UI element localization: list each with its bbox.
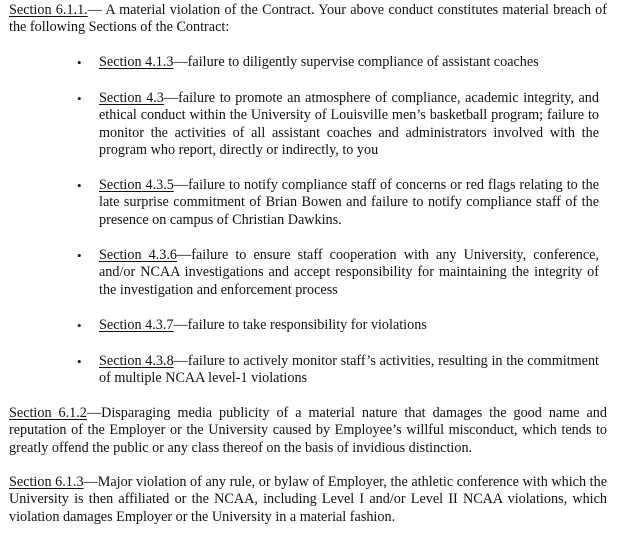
section-4-3-5-ref: Section 4.3.5 bbox=[99, 177, 174, 193]
list-item-description: —failure to actively monitor staff’s activities, resulting in the commitment of multiple NCAA level-1 violations bbox=[99, 353, 600, 387]
list-item-description: —failure to notify compliance staff of concerns or red flags relating to the late surprise commitment of Brian Bowen and failure to notify compliance staff of the presence on campus of Christian Dawkins. bbox=[99, 177, 599, 228]
section-6-1-3-paragraph bbox=[9, 474, 607, 526]
section-6-1-1-text: — A material violation of the Contract. Your above conduct constitutes material breach of the following Sections of the Contract: bbox=[9, 2, 607, 36]
section-6-1-3-ref: Section 6.1.3 bbox=[9, 474, 84, 490]
section-4-3-6-ref: Section 4.3.6 bbox=[99, 247, 178, 263]
section-6-1-2-text: —Disparaging media publicity of a material nature that damages the good name and reputation of the Employer or the University caused by Employee’s willful misconduct, which tends to greatly offend the public or any class thereof on the basis of invidious distinction. bbox=[9, 405, 607, 456]
bullet-icon: • bbox=[77, 354, 82, 369]
list-item-description: —failure to ensure staff cooperation with any University, conference, and/or NCAA investigations and accept responsibility for maintaining the integrity of the investigation and enforcement process bbox=[99, 247, 599, 298]
section-4-3-7-ref: Section 4.3.7 bbox=[99, 317, 174, 333]
section-6-1-1-ref: Section 6.1.1. bbox=[9, 2, 88, 18]
section-6-1-3-text: —Major violation of any rule, or bylaw of Employer, the athletic conference with which the University is then affiliated or the NCAA, including Level I and/or Level II NCAA violations, which violation damages Employer or the University in a material fashion. bbox=[9, 474, 608, 525]
list-item-description: —failure to promote an atmosphere of compliance, academic integrity, and ethical conduct within the University of Louisville men’s basketball program; failure to monitor the activities of all assistant coaches and administrators involved with the program who report, directly or indirectly, to you bbox=[99, 90, 599, 158]
section-6-1-1-paragraph bbox=[9, 2, 607, 37]
bullet-icon: • bbox=[77, 248, 82, 263]
bullet-icon: • bbox=[77, 178, 82, 193]
list-item-description: —failure to take responsibility for violations bbox=[173, 317, 427, 333]
list-item-text bbox=[99, 317, 599, 334]
section-4-3-ref: Section 4.3 bbox=[99, 90, 164, 106]
list-item-text bbox=[99, 177, 599, 229]
bullet-icon: • bbox=[77, 91, 82, 106]
section-4-1-3-ref: Section 4.1.3 bbox=[99, 54, 174, 70]
bullet-icon: • bbox=[77, 318, 82, 333]
list-item-text bbox=[99, 247, 599, 299]
list-item-text bbox=[99, 353, 599, 388]
section-4-3-8-ref: Section 4.3.8 bbox=[99, 353, 174, 369]
list-item-description: —failure to diligently supervise compliance of assistant coaches bbox=[173, 54, 539, 70]
section-6-1-2-paragraph bbox=[9, 405, 607, 457]
bullet-icon: • bbox=[77, 55, 82, 70]
section-6-1-2-ref: Section 6.1.2 bbox=[9, 405, 87, 421]
list-item-text bbox=[99, 54, 599, 71]
list-item-text bbox=[99, 90, 599, 159]
